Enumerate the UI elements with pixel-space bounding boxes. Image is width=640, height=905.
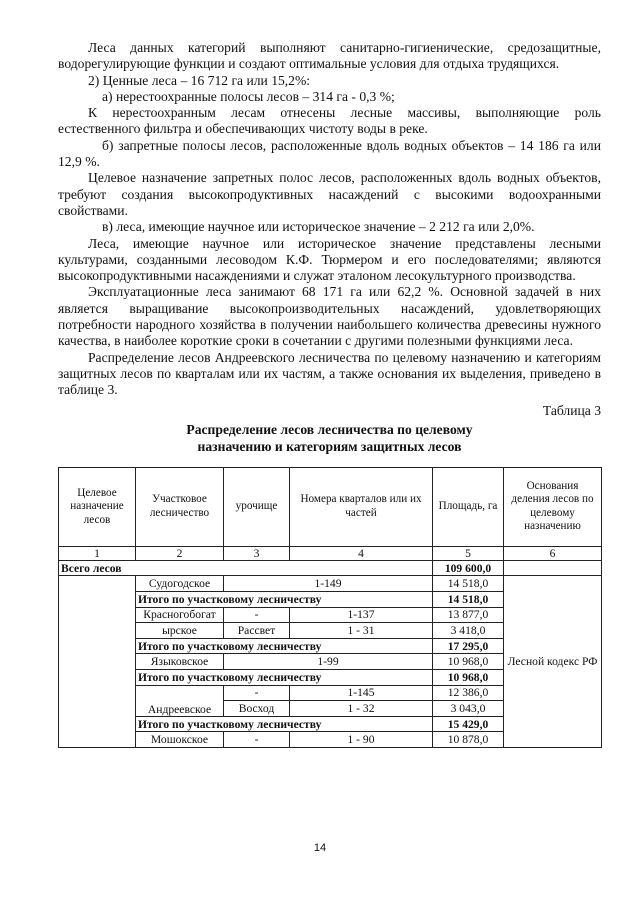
purpose-cell xyxy=(59,576,136,748)
table-row-total xyxy=(59,560,602,576)
paragraph: Эксплуатационные леса занимают 68 171 га или 62,2 %. Основной задачей в них является выращивание высокопроизводительных насаждений, удовлетворяющих потребности народного хозяйства в получении наибольшего количества древесины нужного качества, в наиболее короткие сроки в сочетании с другими полезными функциями леса. xyxy=(58,284,601,349)
header-quarters: Номера кварталов или их частей xyxy=(290,467,433,546)
subtotal-label: Итого по участковому лесничеству xyxy=(136,716,433,732)
forest-distribution-table xyxy=(58,467,602,748)
tract-cell: - xyxy=(224,607,290,623)
total-value: 109 600,0 xyxy=(433,560,504,576)
page-number: 14 xyxy=(313,842,327,854)
empty-cell xyxy=(504,560,602,576)
quarters-cell: 1 - 32 xyxy=(290,701,433,717)
table-header-row xyxy=(59,467,602,546)
header-tract: урочище xyxy=(224,467,290,546)
table-number: Таблица 3 xyxy=(542,402,601,418)
table-row xyxy=(59,576,602,592)
district-cell: Красногобогат xyxy=(136,607,224,623)
subtotal-value: 17 295,0 xyxy=(433,638,504,654)
subtotal-value: 14 518,0 xyxy=(433,592,504,608)
column-number: 2 xyxy=(136,546,224,560)
column-number: 6 xyxy=(504,546,602,560)
quarters-cell: 1 - 31 xyxy=(290,623,433,639)
body-text xyxy=(58,40,601,748)
header-area: Площадь, га xyxy=(433,467,504,546)
column-number: 3 xyxy=(224,546,290,560)
paragraph: а) нерестоохранные полосы лесов – 314 га - 0,3 %; xyxy=(102,88,395,104)
area-cell: 14 518,0 xyxy=(433,576,504,592)
area-cell: 3 043,0 xyxy=(433,701,504,717)
column-number: 5 xyxy=(433,546,504,560)
header-basis: Основания деления лесов по целевому назначению xyxy=(504,467,602,546)
area-cell: 12 386,0 xyxy=(433,685,504,701)
subtotal-label: Итого по участковому лесничеству xyxy=(136,669,433,685)
table-title xyxy=(58,421,601,455)
area-cell: 10 878,0 xyxy=(433,732,504,748)
subtotal-value: 10 968,0 xyxy=(433,669,504,685)
tract-cell: - xyxy=(224,685,290,701)
paragraph: Распределение лесов Андреевского лесничества по целевому назначению и категориям защитных лесов по кварталам или их частям, а также основания их выделения, приведено в таблице 3. xyxy=(58,349,601,398)
header-purpose: Целевое назначение лесов xyxy=(59,467,136,546)
tract-cell: Восход xyxy=(224,701,290,717)
subtotal-value: 15 429,0 xyxy=(433,716,504,732)
district-cell: Андреевское xyxy=(136,685,224,716)
total-label: Всего лесов xyxy=(59,560,433,576)
quarters-cell: 1-137 xyxy=(290,607,433,623)
district-cell: Судогодское xyxy=(136,576,224,592)
basis-cell: Лесной кодекс РФ xyxy=(504,576,602,748)
quarters-cell: 1-149 xyxy=(224,576,433,592)
table-title-line: Распределение лесов лесничества по целевому xyxy=(186,421,473,437)
area-cell: 3 418,0 xyxy=(433,623,504,639)
quarters-cell: 1-99 xyxy=(224,654,433,670)
paragraph: б) запретные полосы лесов, расположенные вдоль водных объектов – 14 186 га или 12,9 %. xyxy=(58,137,601,170)
column-number: 1 xyxy=(59,546,136,560)
district-cell: Мошокское xyxy=(136,732,224,748)
paragraph: Леса данных категорий выполняют санитарно-гигиенические, средозащитные, водорегулирующие функции и создают оптимальные условия для отдыха трудящихся. xyxy=(58,40,601,72)
quarters-cell: 1-145 xyxy=(290,685,433,701)
district-cell: ырское xyxy=(136,623,224,639)
paragraph: в) леса, имеющие научное или историческое значение – 2 212 га или 2,0%. xyxy=(102,219,535,235)
paragraph: Леса, имеющие научное или историческое значение представлены лесными культурами, созданными лесоводом К.Ф. Тюрмером и его последователями; являются высокопродуктивными насаждениями и служат эталоном лесокультурного производства. xyxy=(58,235,601,284)
subtotal-label: Итого по участковому лесничеству xyxy=(136,592,433,608)
district-cell: Языковское xyxy=(136,654,224,670)
paragraph: Целевое назначение запретных полос лесов, расположенных вдоль водных объектов, требуют создания высокопродуктивных насаждений с высокими водоохранными свойствами. xyxy=(58,170,601,218)
header-district: Участковое лесничество xyxy=(136,467,224,546)
column-number-row xyxy=(59,546,602,560)
column-number: 4 xyxy=(290,546,433,560)
paragraph: К нерестоохранным лесам отнесены лесные массивы, выполняющие роль естественного фильтра и обеспечивающих чистоту воды в реке. xyxy=(58,105,601,137)
subtotal-label: Итого по участковому лесничеству xyxy=(136,638,433,654)
quarters-cell: 1 - 90 xyxy=(290,732,433,748)
tract-cell: - xyxy=(224,732,290,748)
table-title-line: назначению и категориям защитных лесов xyxy=(197,438,462,454)
area-cell: 10 968,0 xyxy=(433,654,504,670)
tract-cell: Рассвет xyxy=(224,623,290,639)
area-cell: 13 877,0 xyxy=(433,607,504,623)
paragraph: 2) Ценные леса – 16 712 га или 15,2%: xyxy=(88,72,311,88)
